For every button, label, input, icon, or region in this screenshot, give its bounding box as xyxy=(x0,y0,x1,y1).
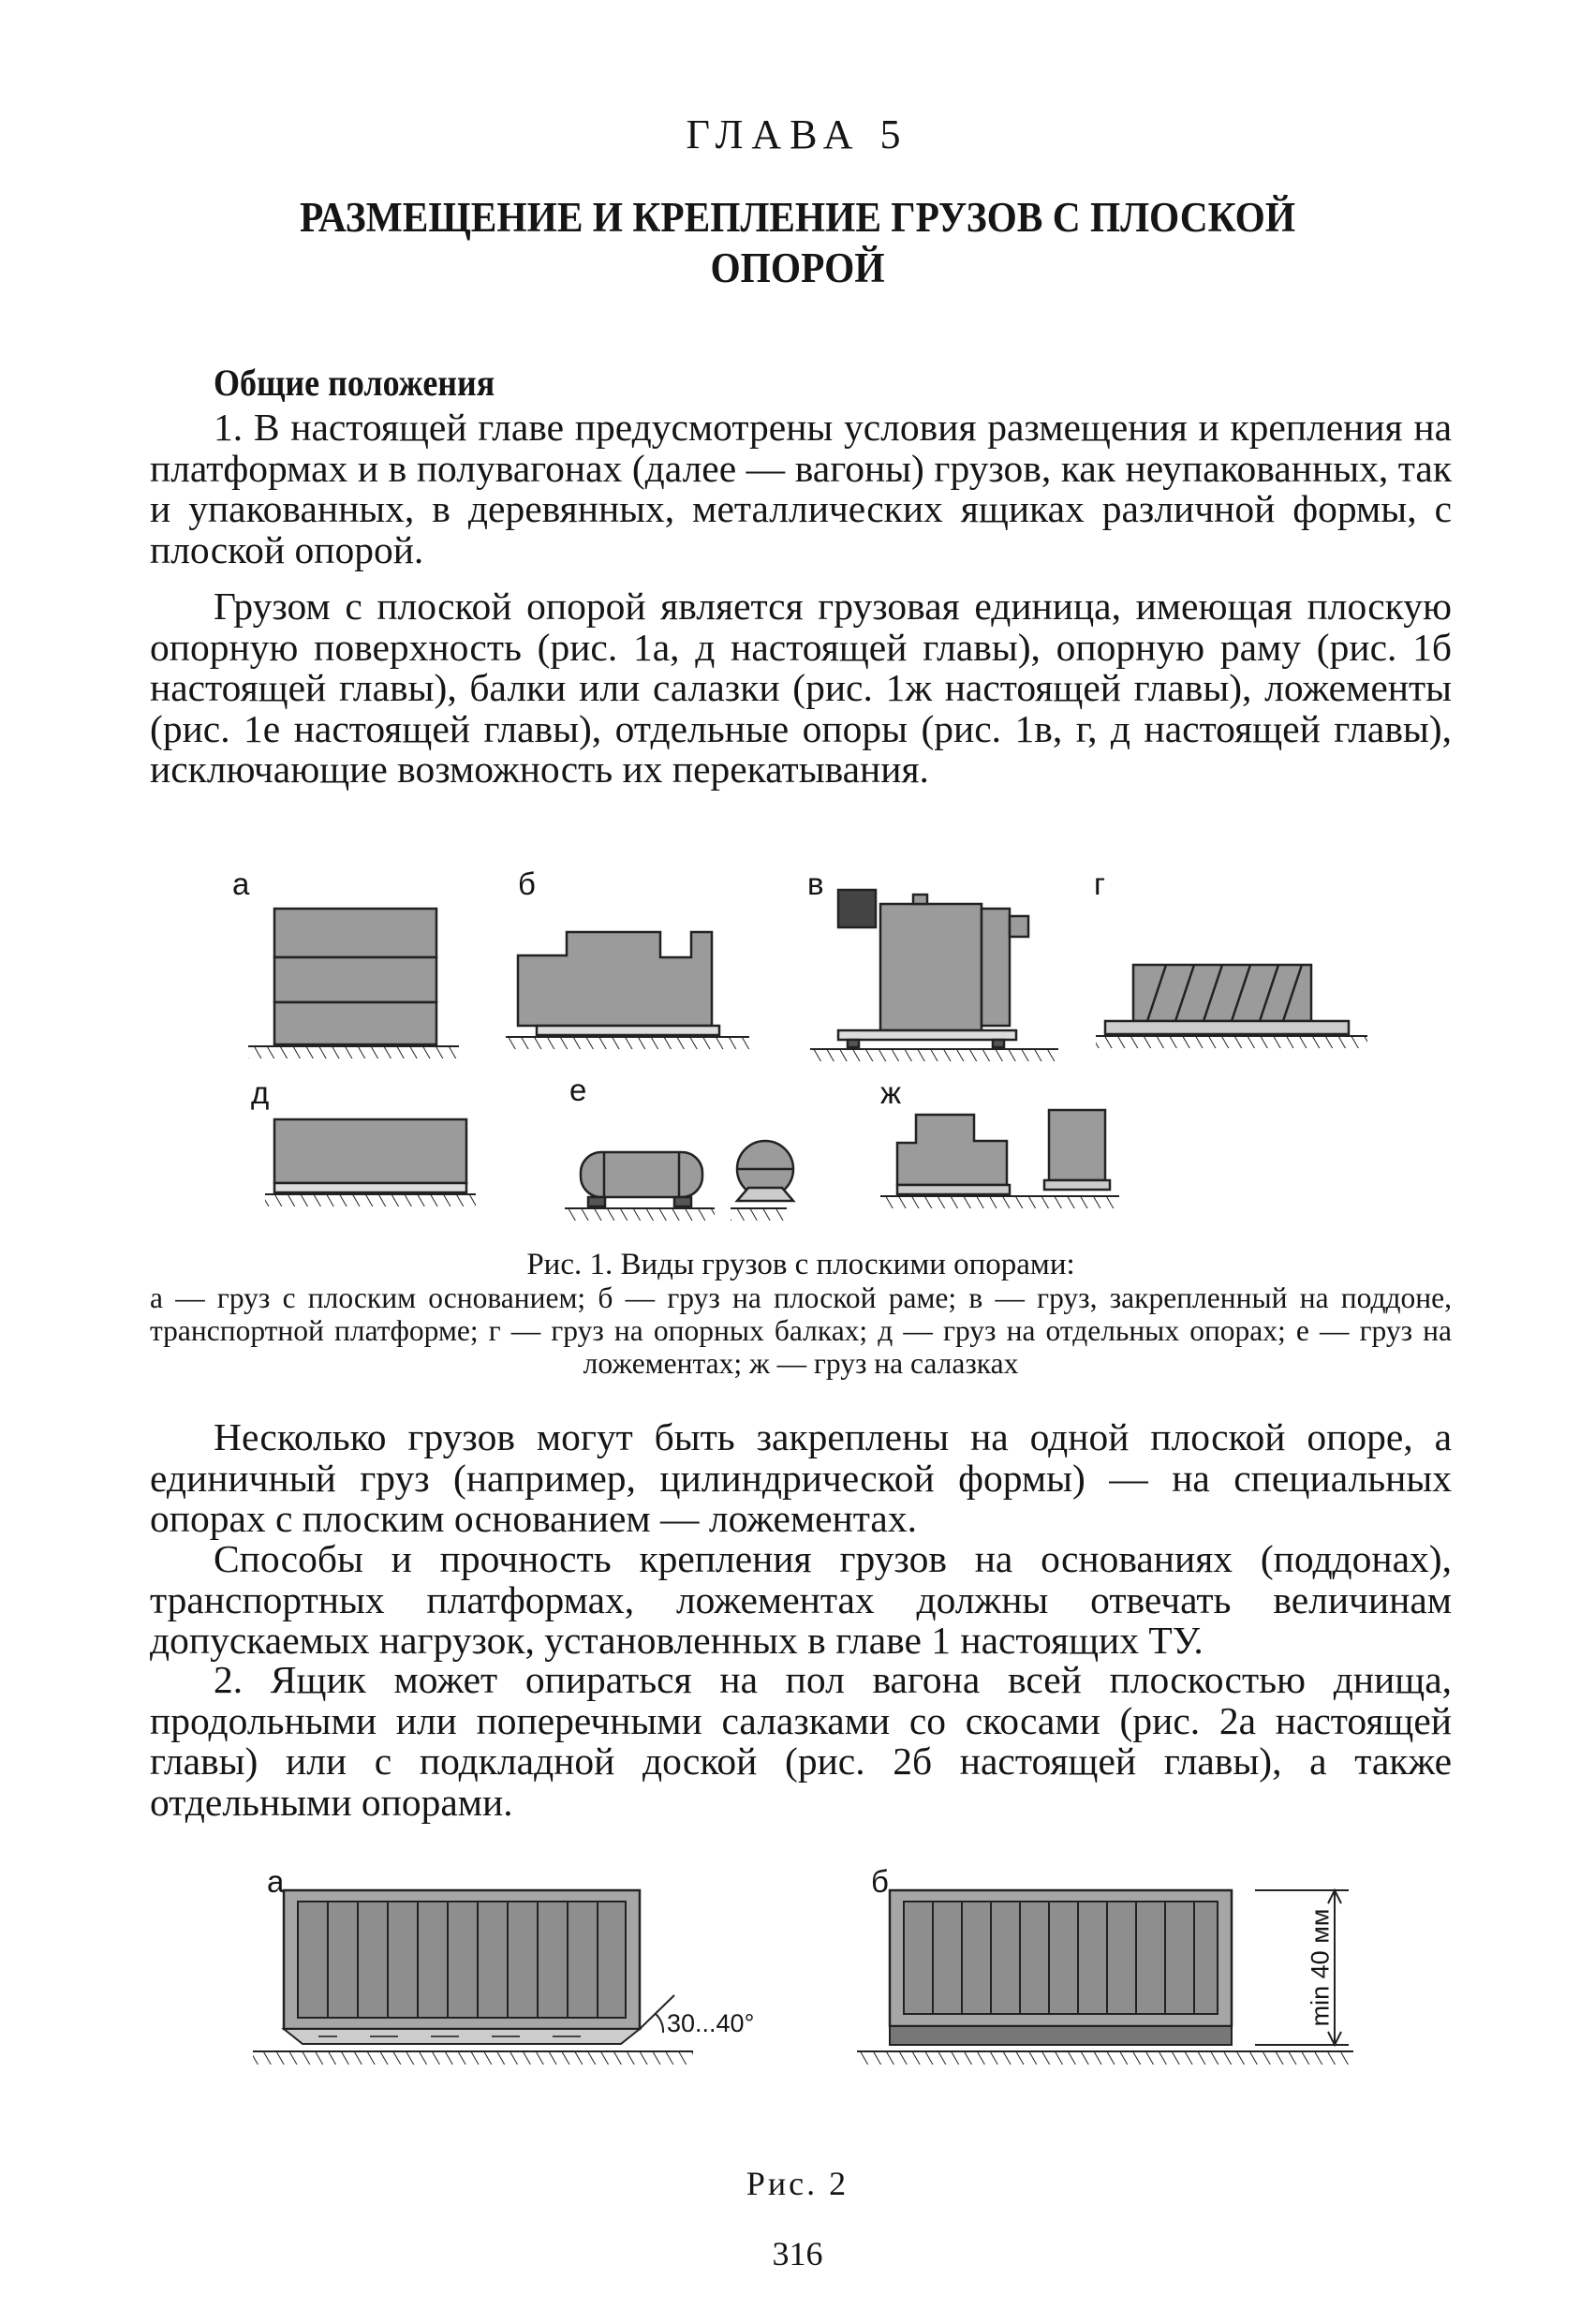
fig2-ground-a xyxy=(253,2051,693,2065)
fig1-label-d: д xyxy=(251,1075,270,1110)
fig1-cargo-a xyxy=(274,909,436,1044)
fig2-angle-label: 30...40° xyxy=(667,2009,755,2037)
page-number: 316 xyxy=(772,2235,823,2272)
fig1-label-g: г xyxy=(1094,866,1106,901)
paragraph-3: Несколько грузов могут быть закреплены на одной плоской опоре, а единичный груз (например, цилиндрической формы) — на специальных опорах с плоским основанием — ложементах. xyxy=(150,1415,1452,1541)
figure-1 xyxy=(225,852,1461,1236)
fig1-cargo-v xyxy=(838,890,1028,1047)
figure-1-caption xyxy=(150,1249,1452,1380)
figure-1-caption-title: Рис. 1. Виды грузов с плоскими опорами: xyxy=(526,1248,1075,1281)
fig1-cargo-d xyxy=(274,1119,466,1192)
fig1-label-zh: ж xyxy=(880,1075,902,1110)
fig2-crate-b xyxy=(890,1890,1349,2045)
fig1-cargo-zh xyxy=(897,1110,1110,1194)
section-subheading: Общие положения xyxy=(214,362,495,404)
fig2-crate-a xyxy=(284,1890,674,2044)
fig2-label-b: б xyxy=(871,1864,889,1899)
chapter-heading: ГЛАВА 5 xyxy=(686,111,909,157)
chapter-title-line2: ОПОРОЙ xyxy=(710,244,885,291)
fig2-ground-b xyxy=(857,2051,1353,2065)
fig1-label-a: а xyxy=(232,866,250,901)
paragraph-4: Способы и прочность крепления грузов на основаниях (поддонах), транспортных платформах, ложементах должны отвечать величинам допускаемых нагрузок, установленных в главе 1 настоящих ТУ. xyxy=(150,1537,1452,1663)
paragraph-5: 2. Ящик может опираться на пол вагона всей плоскостью днища, продольными или поперечными салазками со скосами (рис. 2а настоящей главы) или с подкладной доской (рис. 2б настоящей главы), а также отдельными опорами. xyxy=(150,1658,1452,1824)
fig1-label-e: е xyxy=(569,1073,587,1107)
chapter-title xyxy=(262,192,1334,293)
figure-2-caption: Рис. 2 xyxy=(746,2165,849,2202)
fig1-label-v: в xyxy=(807,866,824,901)
chapter-title-line1: РАЗМЕЩЕНИЕ И КРЕПЛЕНИЕ ГРУЗОВ С ПЛОСКОЙ xyxy=(299,194,1296,241)
fig1-cargo-b xyxy=(518,932,719,1035)
fig1-cargo-e xyxy=(581,1141,793,1206)
paragraph-2: Грузом с плоской опорой является грузовая единица, имеющая плоскую опорную поверхность (рис. 1а, д настоящей главы), опорную раму (рис. 1б настоящей главы), балки или салазки (рис. 1ж настоящей главы), ложементы (рис. 1е настоящей главы), отдельные опоры (рис. 1в, г, д настоящей главы), исключающие возможность их перекатывания. xyxy=(150,585,1452,792)
figure-1-caption-text: а — груз с плоским основанием; б — груз на плоской раме; в — груз, закрепленный на поддоне, транспортной платформе; г — груз на опорных балках; д — груз на отдельных опорах; е — груз на ложементах; ж — груз на салазках xyxy=(150,1281,1452,1380)
fig1-label-b: б xyxy=(518,866,536,901)
fig1-cargo-g xyxy=(1105,965,1349,1034)
figure-2 xyxy=(244,1836,1367,2136)
paragraph-1: 1. В настоящей главе предусмотрены условия размещения и крепления на платформах и в полувагонах (далее — вагоны) грузов, как неупакованных, так и упакованных, в деревянных, металлических ящиках различной формы, с плоской опорой. xyxy=(150,406,1452,571)
fig2-label-a: а xyxy=(267,1864,285,1899)
fig2-height-label: min 40 мм xyxy=(1306,1908,1335,2027)
